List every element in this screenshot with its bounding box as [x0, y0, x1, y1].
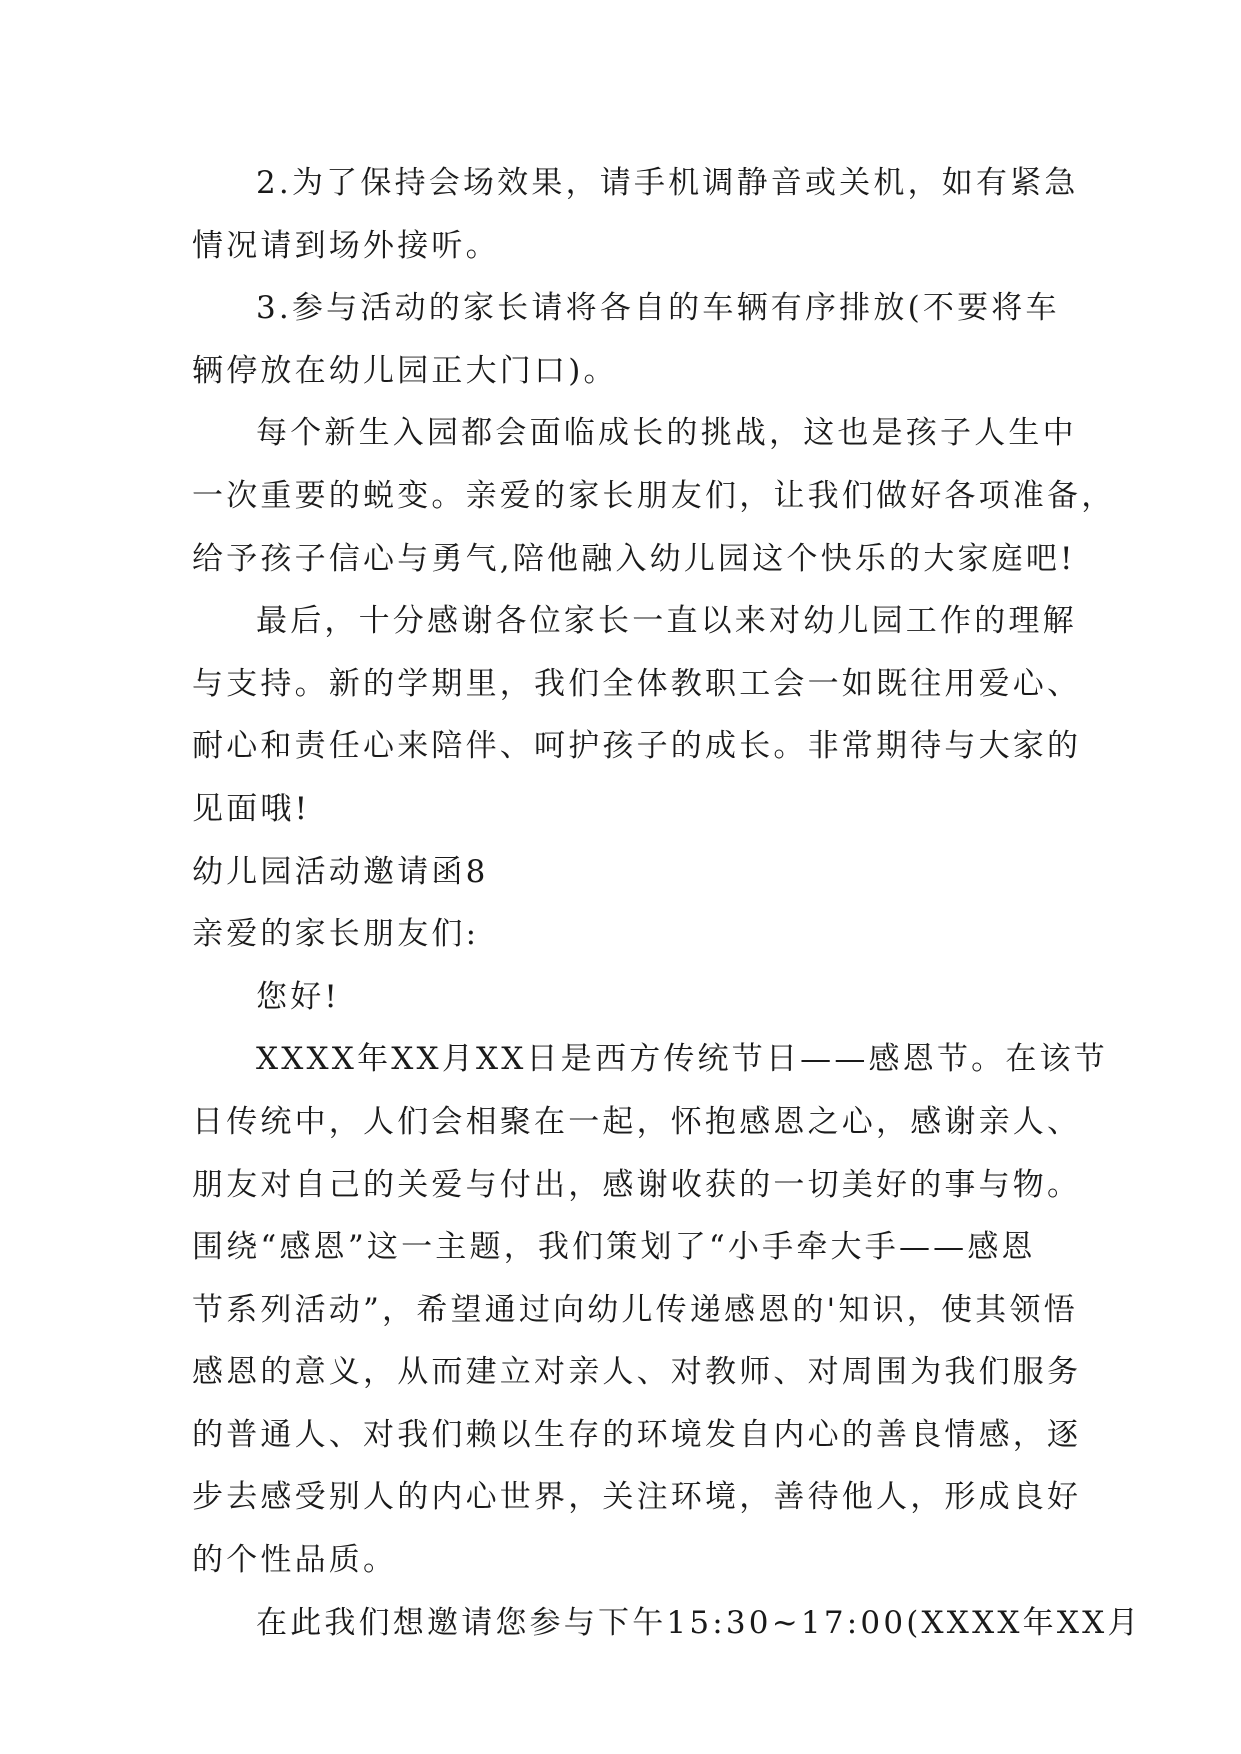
- body-line: 朋友对自己的关爱与付出，感谢收获的一切美好的事与物。: [192, 1166, 1082, 1203]
- body-line: 感恩的意义，从而建立对亲人、对教师、对周围为我们服务: [192, 1354, 1082, 1391]
- body-line: 的个性品质。: [192, 1542, 398, 1579]
- body-line: XXXX年XX月XX日是西方传统节日——感恩节。在该节: [256, 1041, 1108, 1078]
- body-line: 每个新生入园都会面临成长的挑战，这也是孩子人生中: [256, 415, 1077, 452]
- body-line: 日传统中，人们会相聚在一起，怀抱感恩之心，感谢亲人、: [192, 1103, 1082, 1140]
- body-line: 给予孩子信心与勇气,陪他融入幼儿园这个快乐的大家庭吧!: [192, 540, 1076, 577]
- body-line: 节系列活动”，希望通过向幼儿传递感恩的'知识，使其领悟: [192, 1291, 1078, 1328]
- body-line: 围绕“感恩”这一主题，我们策划了“小手牵大手——感恩: [192, 1229, 1036, 1266]
- body-line: 在此我们想邀请您参与下午15:30~17:00(XXXX年XX月: [256, 1604, 1142, 1641]
- body-line: 2.为了保持会场效果，请手机调静音或关机，如有紧急: [256, 165, 1079, 201]
- greeting: 您好!: [256, 978, 341, 1015]
- body-line: 最后，十分感谢各位家长一直以来对幼儿园工作的理解: [256, 603, 1077, 640]
- body-line: 步去感受别人的内心世界，关注环境，善待他人，形成良好: [192, 1479, 1082, 1516]
- section-heading: 幼儿园活动邀请函8: [192, 853, 489, 890]
- body-line: 耐心和责任心来陪伴、呵护孩子的成长。非常期待与大家的: [192, 728, 1082, 765]
- body-line: 一次重要的蜕变。亲爱的家长朋友们，让我们做好各项准备，: [192, 477, 1116, 514]
- body-line: 情况请到场外接听。: [192, 227, 500, 264]
- body-line: 见面哦!: [192, 790, 311, 827]
- salutation: 亲爱的家长朋友们:: [192, 916, 480, 953]
- body-line: 3.参与活动的家长请将各自的车辆有序排放(不要将车: [256, 290, 1060, 327]
- document-body: [192, 152, 1142, 1654]
- body-line: 辆停放在幼儿园正大门口)。: [192, 352, 618, 389]
- body-line: 的普通人、对我们赖以生存的环境发自内心的善良情感，逐: [192, 1416, 1082, 1453]
- body-line: 与支持。新的学期里，我们全体教职工会一如既往用爱心、: [192, 665, 1082, 702]
